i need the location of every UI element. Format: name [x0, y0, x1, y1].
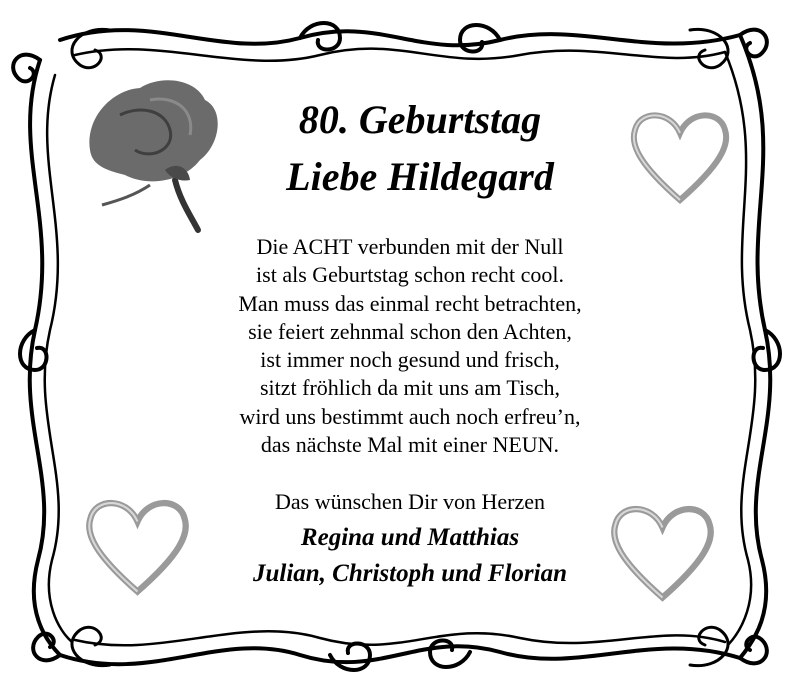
poem: [160, 233, 660, 459]
signature-line: Regina und Matthias: [300, 524, 520, 551]
poem-line: sitzt fröhlich da mit uns am Tisch,: [259, 375, 561, 401]
card-recipient: Liebe Hildegard: [286, 154, 554, 199]
heart-icon: [625, 105, 735, 205]
poem-line: ist immer noch gesund und frisch,: [260, 347, 560, 373]
poem-line: Die ACHT verbunden mit der Null: [256, 234, 564, 259]
wish-line: Das wünschen Dir von Herzen: [274, 489, 546, 514]
card-title: 80. Geburtstag: [298, 97, 542, 142]
poem-line: das nächste Mal mit einer NEUN.: [260, 432, 560, 458]
poem-line: Man muss das einmal recht betrachten,: [238, 290, 582, 316]
signature-line: Julian, Christoph und Florian: [252, 560, 568, 587]
poem-line: wird uns bestimmt auch noch erfreu’n,: [239, 403, 581, 429]
poem-line: ist als Geburtstag schon recht cool.: [256, 262, 564, 288]
poem-line: sie feiert zehnmal schon den Achten,: [248, 318, 572, 344]
